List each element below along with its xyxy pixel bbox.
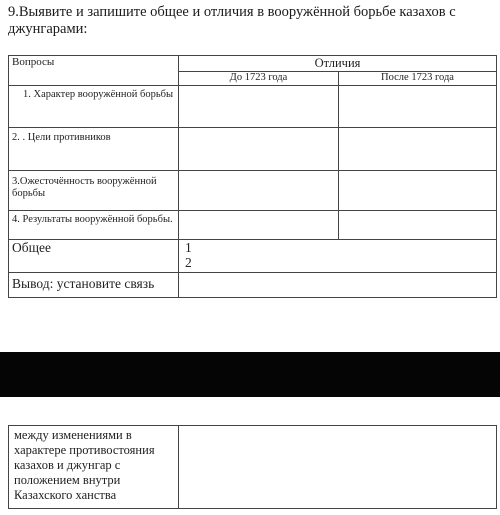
- header-questions: Вопросы: [9, 56, 179, 86]
- row-label-common: Общее: [9, 240, 179, 273]
- continuation-text: между изменениями в характере противостояния казахов и джунгар с положением внутри Казахского ханства: [9, 426, 179, 509]
- header-before-1723: До 1723 года: [179, 72, 339, 86]
- continuation-table: [8, 425, 497, 509]
- header-after-1723: После 1723 года: [339, 72, 497, 86]
- cell-ferocity-before[interactable]: [179, 171, 339, 211]
- row-label-nature: 1. Характер вооружённой борьбы: [9, 86, 179, 128]
- cell-conclusion[interactable]: [179, 273, 497, 298]
- cell-ferocity-after[interactable]: [339, 171, 497, 211]
- row-label-ferocity: 3.Ожесточённость вооружённой борьбы: [9, 171, 179, 211]
- cell-nature-before[interactable]: [179, 86, 339, 128]
- row-label-conclusion: Вывод: установите связь: [9, 273, 179, 298]
- cell-nature-after[interactable]: [339, 86, 497, 128]
- common-item-1: 1: [185, 240, 192, 255]
- black-divider-band: [0, 352, 500, 397]
- cell-results-after[interactable]: [339, 211, 497, 240]
- task-title: 9.Выявите и запишите общее и отличия в вооружённой борьбе казахов с джунгарами:: [8, 4, 456, 37]
- comparison-table: [8, 55, 497, 298]
- header-differences: Отличия: [179, 56, 497, 72]
- cell-goals-after[interactable]: [339, 128, 497, 171]
- row-label-goals: 2. . Цели противников: [9, 128, 179, 171]
- cell-common[interactable]: [179, 240, 497, 273]
- cell-results-before[interactable]: [179, 211, 339, 240]
- cell-goals-before[interactable]: [179, 128, 339, 171]
- row-label-results: 4. Результаты вооружённой борьбы.: [9, 211, 179, 240]
- cell-conclusion-answer[interactable]: [179, 426, 497, 509]
- common-item-2: 2: [185, 255, 192, 270]
